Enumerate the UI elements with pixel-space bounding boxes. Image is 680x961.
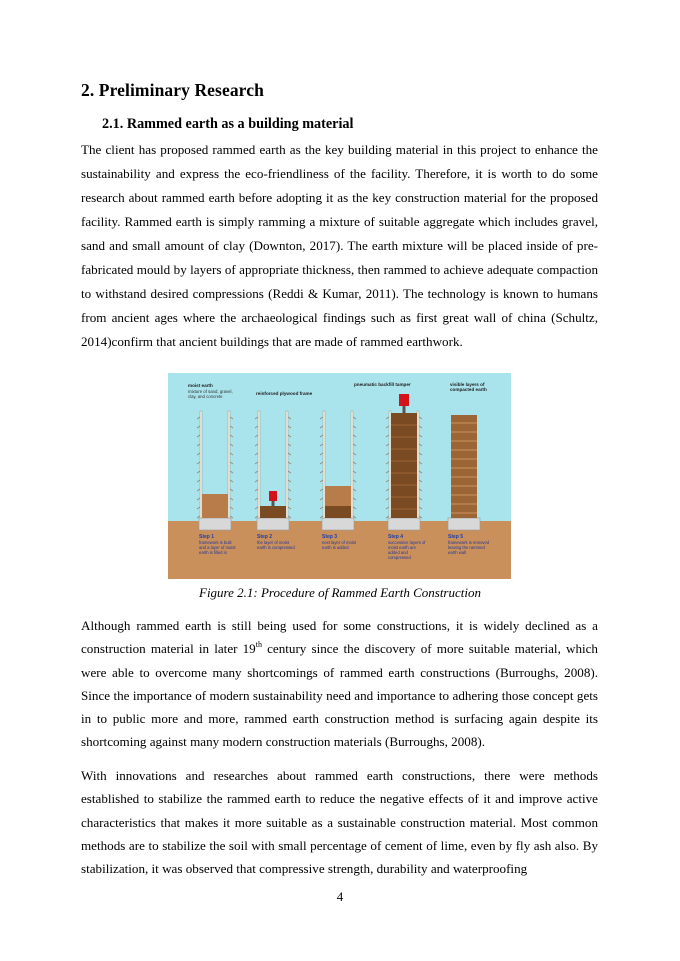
page-number: 4: [336, 889, 344, 904]
paragraph-decline: Although rammed earth is still being used for some constructions, it is widely declined as a construction material in later 19th century since the discovery of more suitable material, which were able to overcome many shortcomings of rammed earth constructions (Burroughs, 2008). Since the importance of modern sustainability need and importance to adhering those concept gets in to public more and more, rammed earth construction method is surfacing again despite its shortcoming against many modern construction materials (Burroughs, 2008).: [81, 618, 598, 750]
svg-text:compressed: compressed: [388, 555, 411, 560]
paragraph-intro: The client has proposed rammed earth as the key building material in this project to enhance the sustainability and express the eco-friendliness of the facility. Therefore, it is worth to do some research about rammed earth before adopting it as the key construction material for the proposed facility. Rammed earth is simply ramming a mixture of suitable aggregate which includes gravel, sand and small amount of clay (Downton, 2017). The earth mixture will be placed inside of pre-fabricated mould by layers of appropriate thickness, then rammed to achieve adequate compaction to withstand desired compressions (Reddi & Kumar, 2011). The technology is known to humans from ancient ages where the archaeological findings such as first great wall of china (Schultz, 2014)confirm that ancient buildings that are made of rammed earthwork.: [81, 142, 598, 349]
svg-text:successive layers of: successive layers of: [388, 540, 426, 545]
figure-caption: Figure 2.1: Procedure of Rammed Earth Construction: [199, 585, 481, 600]
subsection-heading: 2.1. Rammed earth as a building material: [102, 116, 354, 132]
section-heading: 2. Preliminary Research: [81, 80, 264, 100]
svg-text:moist earth: moist earth: [188, 383, 213, 388]
svg-text:earth is added: earth is added: [322, 545, 349, 550]
svg-text:framework is built: framework is built: [199, 540, 232, 545]
svg-text:Step 1: Step 1: [199, 534, 215, 540]
svg-text:Step 5: Step 5: [448, 534, 464, 540]
svg-text:the layer of moist: the layer of moist: [257, 540, 289, 545]
svg-text:visible layers of: visible layers of: [450, 382, 485, 387]
svg-text:moist earth are: moist earth are: [388, 545, 416, 550]
svg-text:and a layer of moist: and a layer of moist: [199, 545, 236, 550]
svg-text:framework is removed: framework is removed: [448, 540, 490, 545]
figure-column-step-5: [448, 415, 480, 530]
svg-text:Step 4: Step 4: [388, 534, 404, 540]
svg-text:earth is compressed: earth is compressed: [257, 545, 295, 550]
svg-text:Step 2: Step 2: [257, 534, 273, 540]
figure-label-tamper: pneumatic backfill tamper: [354, 382, 411, 387]
svg-text:Step 3: Step 3: [322, 534, 338, 540]
svg-text:earth wall: earth wall: [448, 550, 466, 555]
figure-label-frame: reinforced plywood frame: [256, 391, 313, 396]
svg-text:added and: added and: [388, 550, 408, 555]
svg-text:earth is filled in: earth is filled in: [199, 550, 227, 555]
paragraph-stabilization: With innovations and researches about rammed earth constructions, there were methods established to stabilize the rammed earth to reduce the negative effects of it and improve active characteristics that makes it more suitable as a sustainable construction material. Most common methods are to stabilize the soil with small percentage of cement of lime, even by fly ash also. By stabilization, it was observed that compressive strength, durability and waterproofing: [81, 768, 598, 877]
svg-text:next layer of moist: next layer of moist: [322, 540, 356, 545]
figure-label-layers: [450, 382, 487, 392]
rammed-earth-figure: [168, 373, 511, 579]
svg-text:mixture of sand, gravel,: mixture of sand, gravel,: [188, 389, 233, 394]
figure-column-step-4: [386, 394, 422, 530]
svg-text:compacted earth: compacted earth: [450, 387, 487, 392]
svg-text:clay, and concrete: clay, and concrete: [188, 394, 223, 399]
svg-text:leaving the rammed: leaving the rammed: [448, 545, 485, 550]
